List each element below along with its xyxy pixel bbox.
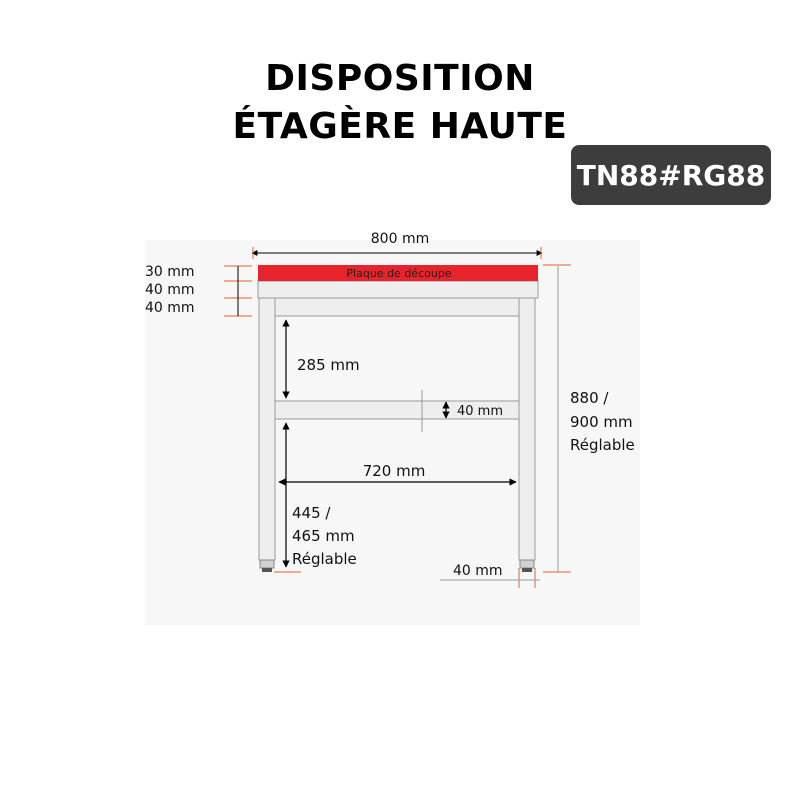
inner-width-label: 720 mm [362, 462, 426, 480]
frame-height-label: 40 mm [145, 300, 195, 316]
reference-badge: TN88#RG88 [571, 145, 771, 205]
right-foot [520, 560, 534, 568]
cutting-board-label: Plaque de découpe [346, 267, 452, 280]
width-label: 800 mm [370, 231, 430, 247]
left-leg [259, 298, 275, 560]
title-line-2: ÉTAGÈRE HAUTE [232, 106, 568, 147]
right-leg [519, 298, 535, 560]
left-foot-pad [262, 568, 272, 572]
bottom-height-line-3: Réglable [292, 550, 357, 568]
bottom-height-line-2: 465 mm [292, 527, 355, 545]
leg-width-label: 40 mm [453, 563, 503, 579]
shelf-gap-label: 285 mm [297, 356, 360, 374]
board-thickness-label: 30 mm [145, 264, 195, 280]
total-height-line-2: 900 mm [570, 413, 633, 431]
worktop [258, 281, 538, 298]
total-height-line-1: 880 / [570, 389, 609, 407]
shelf-thickness-label: 40 mm [457, 404, 504, 419]
bottom-height-line-1: 445 / [292, 504, 331, 522]
top-thickness-label: 40 mm [145, 282, 195, 298]
total-height-line-3: Réglable [570, 436, 635, 454]
left-foot [260, 560, 274, 568]
title-line-1: DISPOSITION [265, 58, 535, 99]
right-foot-pad [522, 568, 532, 572]
top-frame [275, 298, 519, 316]
